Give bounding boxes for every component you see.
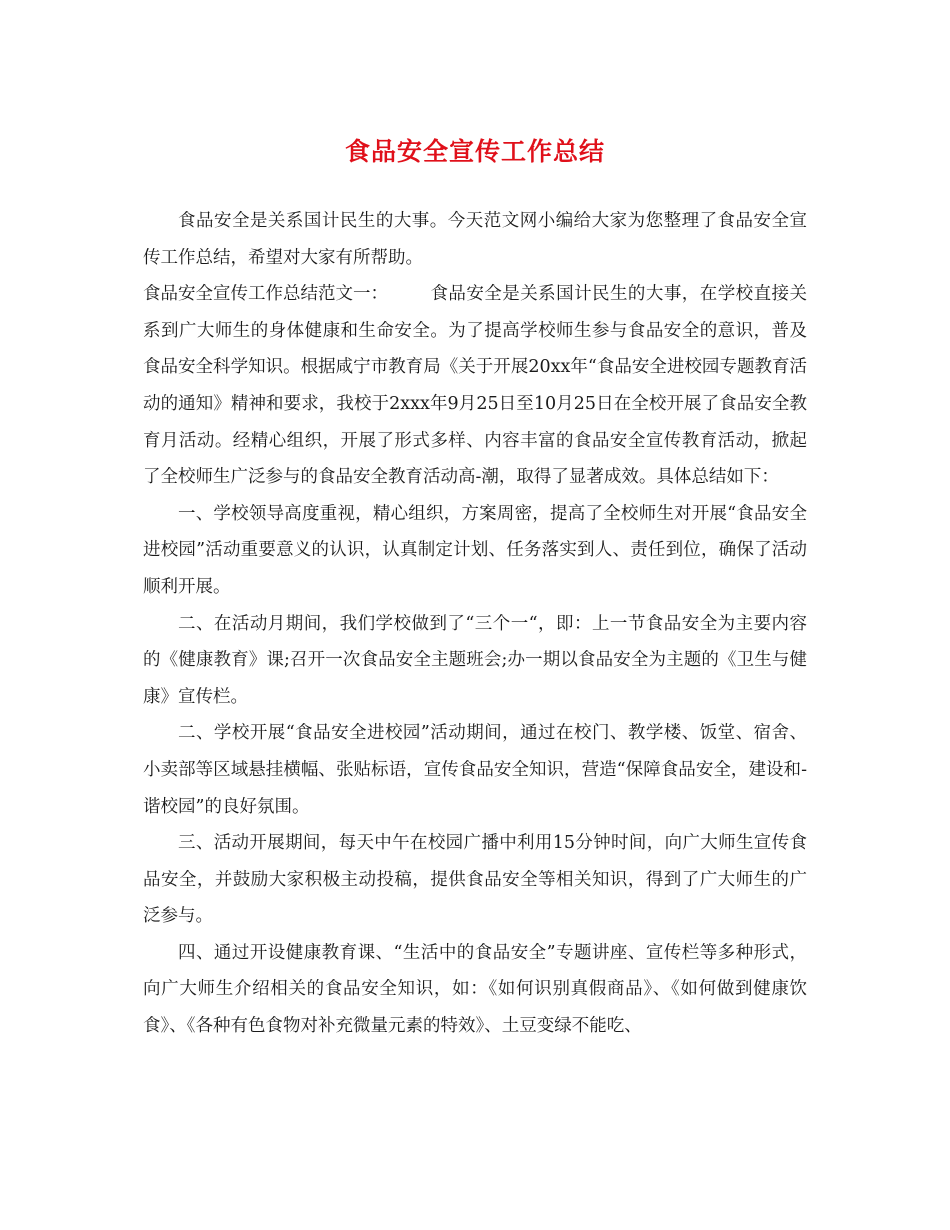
intro-paragraph: 食品安全是关系国计民生的大事。今天范文网小编给大家为您整理了食品安全宣传工作总结，希望对大家有所帮助。 [143,211,807,268]
body-paragraph-3: 二、学校开展“食品安全进校园”活动期间，通过在校门、教学楼、饭堂、宿舍、小卖部等区域悬挂横幅、张贴标语，宣传食品安全知识，营造“保障食品安全，建设和-谐校园”的良好氛围。 [143,723,807,817]
body-paragraph-2: 二、在活动月期间，我们学校做到了“三个一“，即：上一节食品安全为主要内容的《健康教育》课;召开一次食品安全主题班会;办一期以食品安全为主题的《卫生与健康》宣传栏。 [143,613,807,707]
body-paragraph-1: 一、学校领导高度重视，精心组织，方案周密，提高了全校师生对开展“食品安全进校园”活动重要意义的认识，认真制定计划、任务落实到人、责任到位，确保了活动顺利开展。 [143,503,807,597]
document-title: 食品安全宣传工作总结 [344,137,605,166]
sample-paragraph [143,276,807,496]
document-body [143,203,807,1045]
body-paragraph-5: 四、通过开设健康教育课、“生活中的食品安全”专题讲座、宣传栏等多种形式，向广大师生介绍相关的食品安全知识，如：《如何识别真假商品》、《如何做到健康饮食》、《各种有色食物对补充微量元素的特效》、土豆变绿不能吃、 [143,942,807,1037]
body-paragraph-4: 三、活动开展期间，每天中午在校园广播中利用15分钟时间，向广大师生宣传食品安全，并鼓励大家积极主动投稿，提供食品安全等相关知识，得到了广大师生的广泛参与。 [143,833,807,927]
sample-heading: 食品安全宣传工作总结范文一： [143,284,388,305]
sample-text: 食品安全是关系国计民生的大事，在学校直接关系到广大师生的身体健康和生命安全。为了提高学校师生参与食品安全的意识，普及食品安全科学知识。根据咸宁市教育局《关于开展20xx年“食品安全进校园专题教育活动的通知》精神和要求，我校于2xxx年9月25日至10月25日在全校开展了食品安全教育月活动。经精心组织，开展了形式多样、内容丰富的食品安全宣传教育活动，掀起了全校师生广泛参与的食品安全教育活动高-潮，取得了显著成效。具体总结如下： [143,284,807,488]
